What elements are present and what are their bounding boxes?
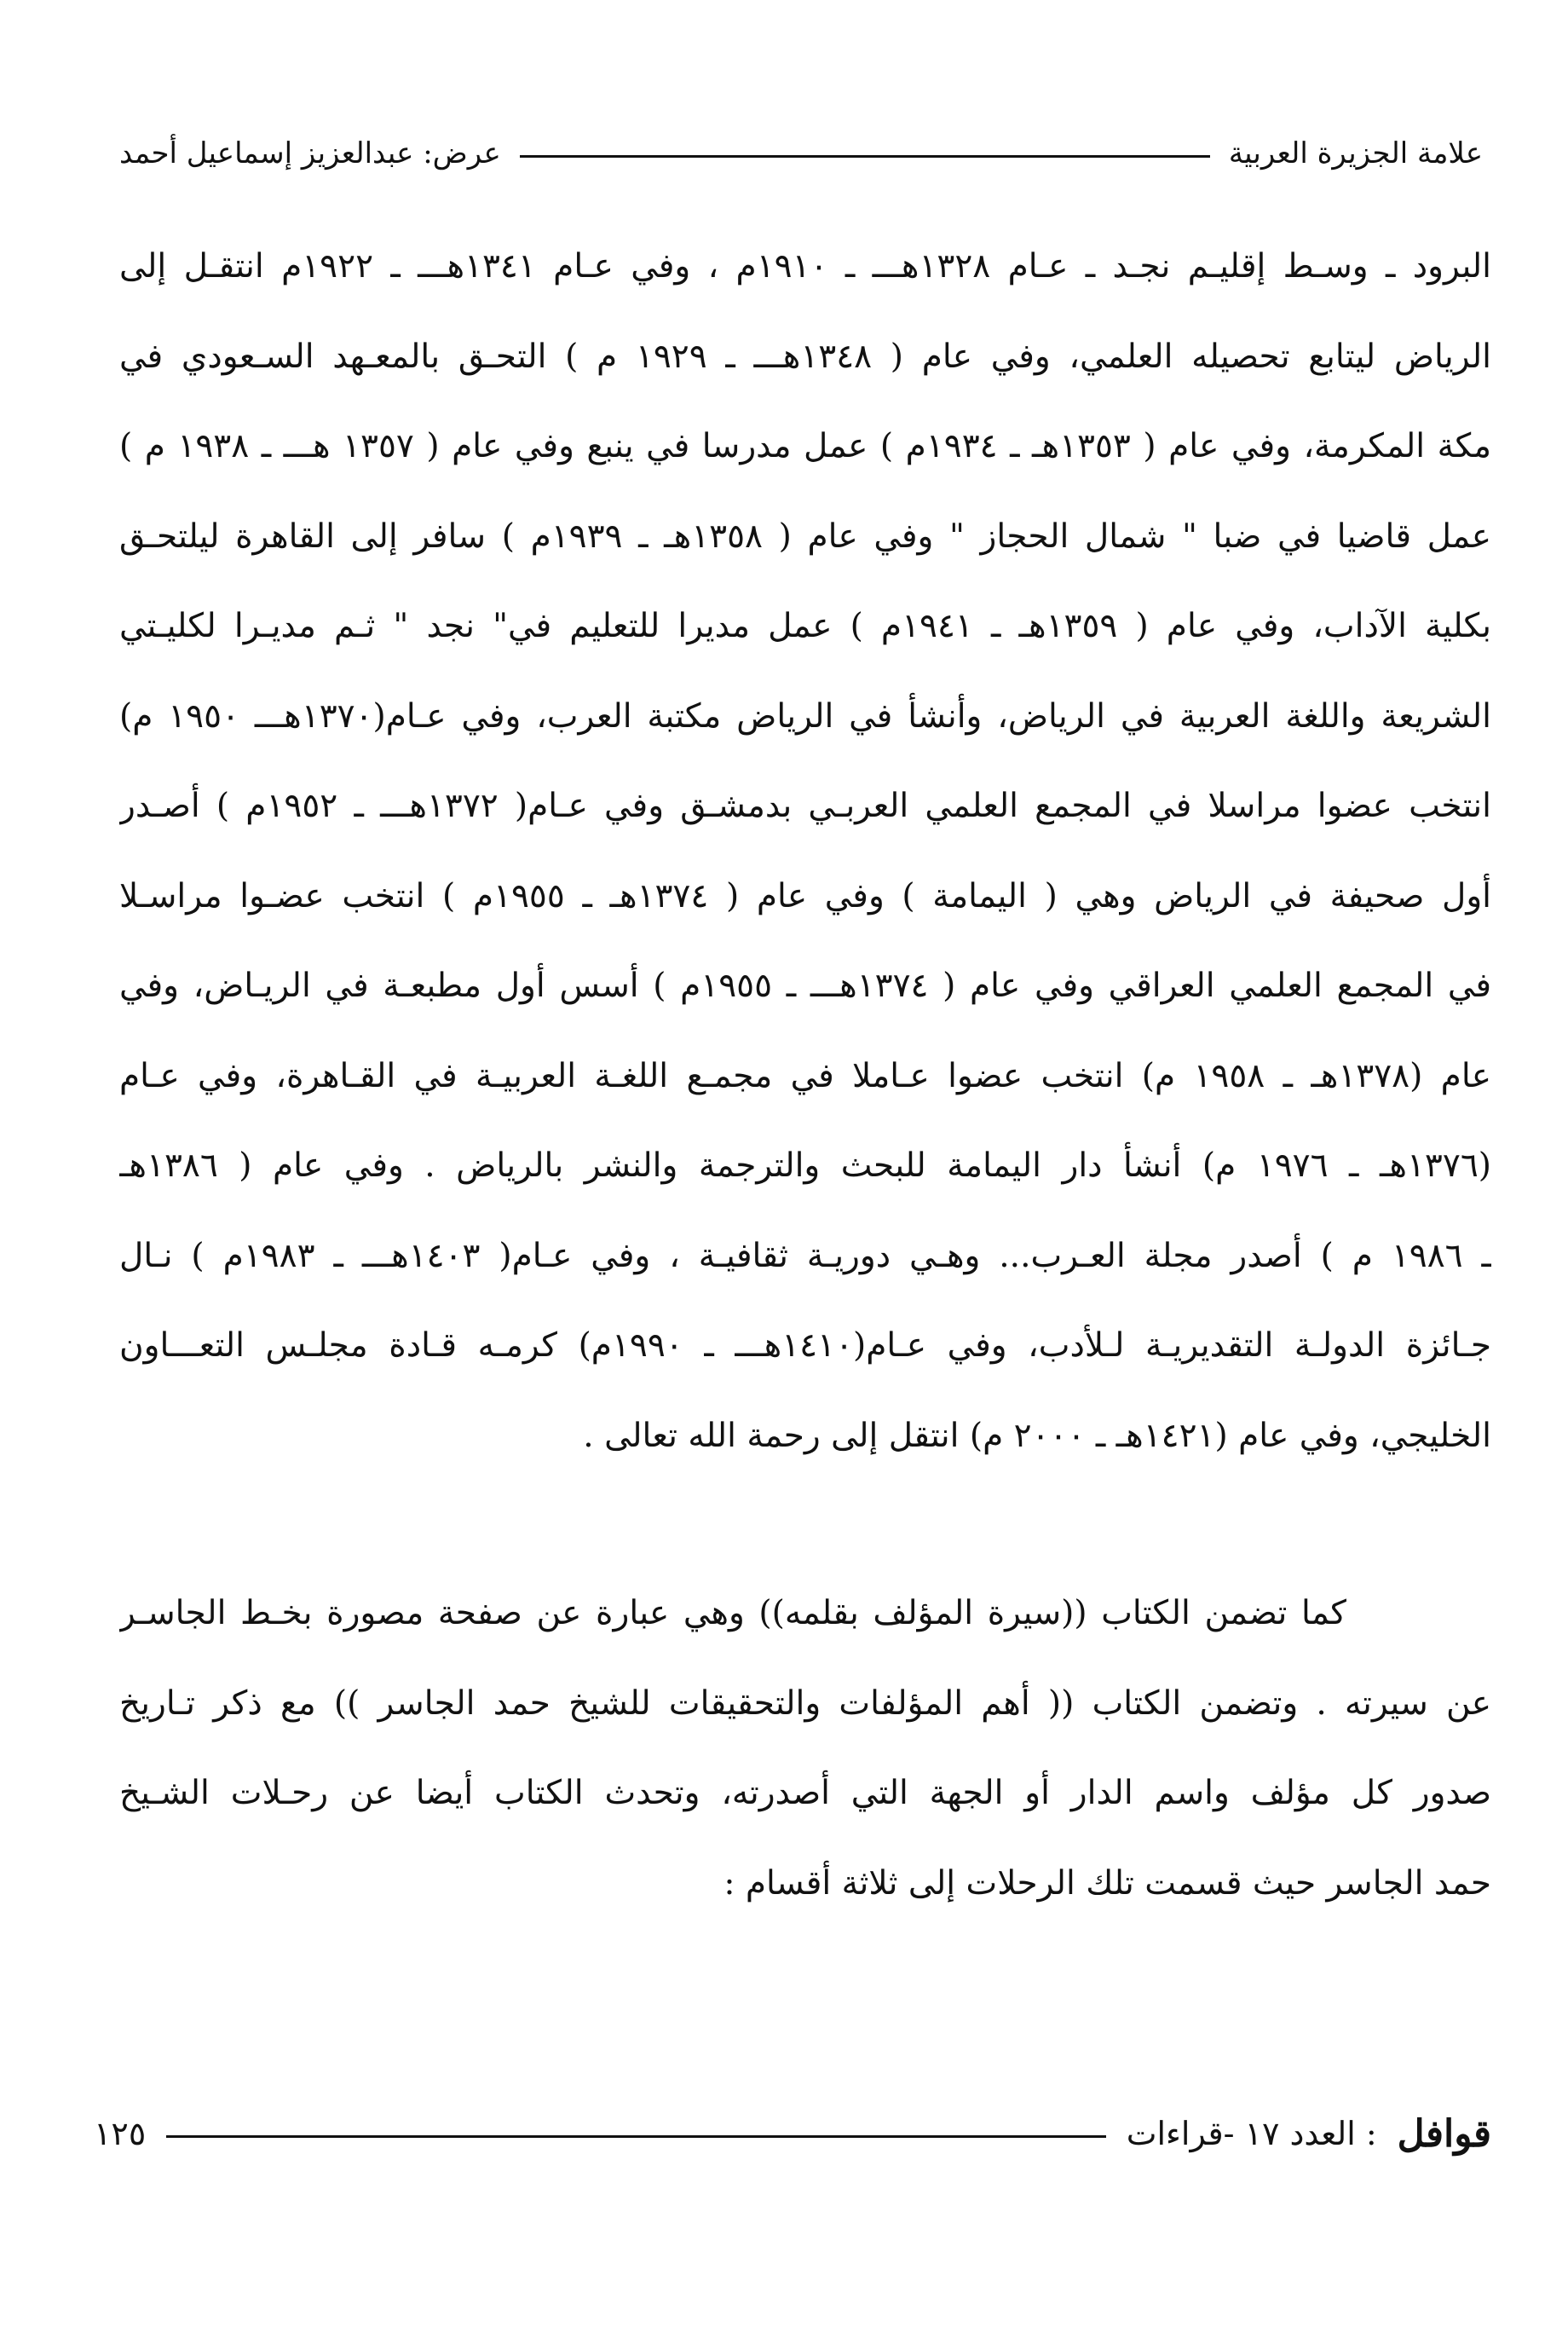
text-line: عمل قاضيا في ضبا " شمال الحجاز " وفي عام ( ١٣٥٨هـ ـ ١٩٣٩م ) سافر إلى القاهرة ليلتحـق	[119, 517, 1491, 556]
text-line: في المجمع العلمي العراقي وفي عام ( ١٣٧٤هـــ ـ ١٩٥٥م ) أسس أول مطبعـة في الريـاض، وفي	[119, 967, 1491, 1005]
page-footer	[94, 2104, 1491, 2163]
text-line: الخليجي، وفي عام (١٤٢١هـ ـ ٢٠٠٠ م) انتقل إلى رحمة الله تعالى .	[583, 1416, 1491, 1455]
author-byline: عرض: عبدالعزيز إسماعيل أحمد	[119, 136, 501, 170]
text-line: ـ ١٩٨٦ م ) أصدر مجلة العـرب... وهـي دوريـة ثقافيـة ، وفي عـام( ١٤٠٣هـــ ـ ١٩٨٣م ) نـال	[119, 1236, 1491, 1275]
text-line: صدور كل مؤلف واسم الدار أو الجهة التي أصدرته، وتحدث الكتاب أيضا عن رحـلات الشـيخ	[119, 1774, 1491, 1812]
text-line: انتخب عضوا مراسلا في المجمع العلمي العربـي بدمشـق وفي عـام( ١٣٧٢هـــ ـ ١٩٥٢م ) أصـدر	[119, 787, 1491, 825]
paragraph-book-contents	[119, 1568, 1491, 1928]
text-line: (١٣٧٦هـ ـ ١٩٧٦ م) أنشأ دار اليمامة للبحث والترجمة والنشر بالرياض . وفي عام ( ١٣٨٦هـ	[119, 1146, 1491, 1185]
text-line: الرياض ليتابع تحصيله العلمي، وفي عام ( ١٣٤٨هـــ ـ ١٩٢٩ م ) التحـق بالمعـهد السـعودي في	[119, 337, 1491, 376]
text-line: جـائزة الدولـة التقديريـة لـلأدب، وفي عـام(١٤١٠هـــ ـ ١٩٩٠م) كرمـه قـادة مجلـس التعـــاون	[119, 1326, 1491, 1365]
text-line: البرود ـ وسـط إقليـم نجـد ـ عـام ١٣٢٨هـــ ـ ١٩١٠م ، وفي عـام ١٣٤١هـــ ـ ١٩٢٢م انتقـل إلى	[119, 247, 1491, 286]
header-rule	[520, 155, 1210, 158]
text-line: أول صحيفة في الرياض وهي ( اليمامة ) وفي عام ( ١٣٧٤هـ ـ ١٩٥٥م ) انتخب عضـوا مراسـلا	[119, 876, 1491, 915]
text-line: مكة المكرمة، وفي عام ( ١٣٥٣هـ ـ ١٩٣٤م ) عمل مدرسا في ينبع وفي عام ( ١٣٥٧ هـــ ـ ١٩٣٨ م )	[119, 427, 1491, 465]
text-line: كما تضمن الكتاب ((سيرة المؤلف بقلمه)) وهي عبارة عن صفحة مصورة بخـط الجاسـر	[119, 1594, 1346, 1632]
text-line: الشريعة واللغة العربية في الرياض، وأنشأ في الرياض مكتبة العرب، وفي عـام(١٣٧٠هـــ ١٩٥٠ م)	[119, 696, 1491, 736]
page-header	[119, 128, 1483, 179]
paragraph-biography	[119, 222, 1491, 1481]
magazine-name: قوافل	[1397, 2111, 1491, 2156]
footer-rule	[166, 2135, 1105, 2138]
text-line: عن سيرته . وتضمن الكتاب (( أهم المؤلفات والتحقيقات للشيخ حمد الجاسر )) مع ذكر تـاريخ	[119, 1684, 1491, 1723]
page-number: ١٢٥	[94, 2115, 147, 2152]
issue-label: : العدد ١٧ -قراءات	[1126, 2115, 1377, 2152]
publication-title: علامة الجزيرة العربية	[1228, 136, 1483, 170]
text-line: عام (١٣٧٨هـ ـ ١٩٥٨ م) انتخب عضوا عـاملا في مجمـع اللغـة العربيـة في القـاهرة، وفي عـام	[119, 1056, 1491, 1095]
text-line: حمد الجاسر حيث قسمت تلك الرحلات إلى ثلاثة أقسام :	[723, 1863, 1491, 1903]
text-line: بكلية الآداب، وفي عام ( ١٣٥٩هـ ـ ١٩٤١م ) عمل مديرا للتعليم في" نجد " ثـم مديـرا لكليـتي	[119, 607, 1491, 645]
